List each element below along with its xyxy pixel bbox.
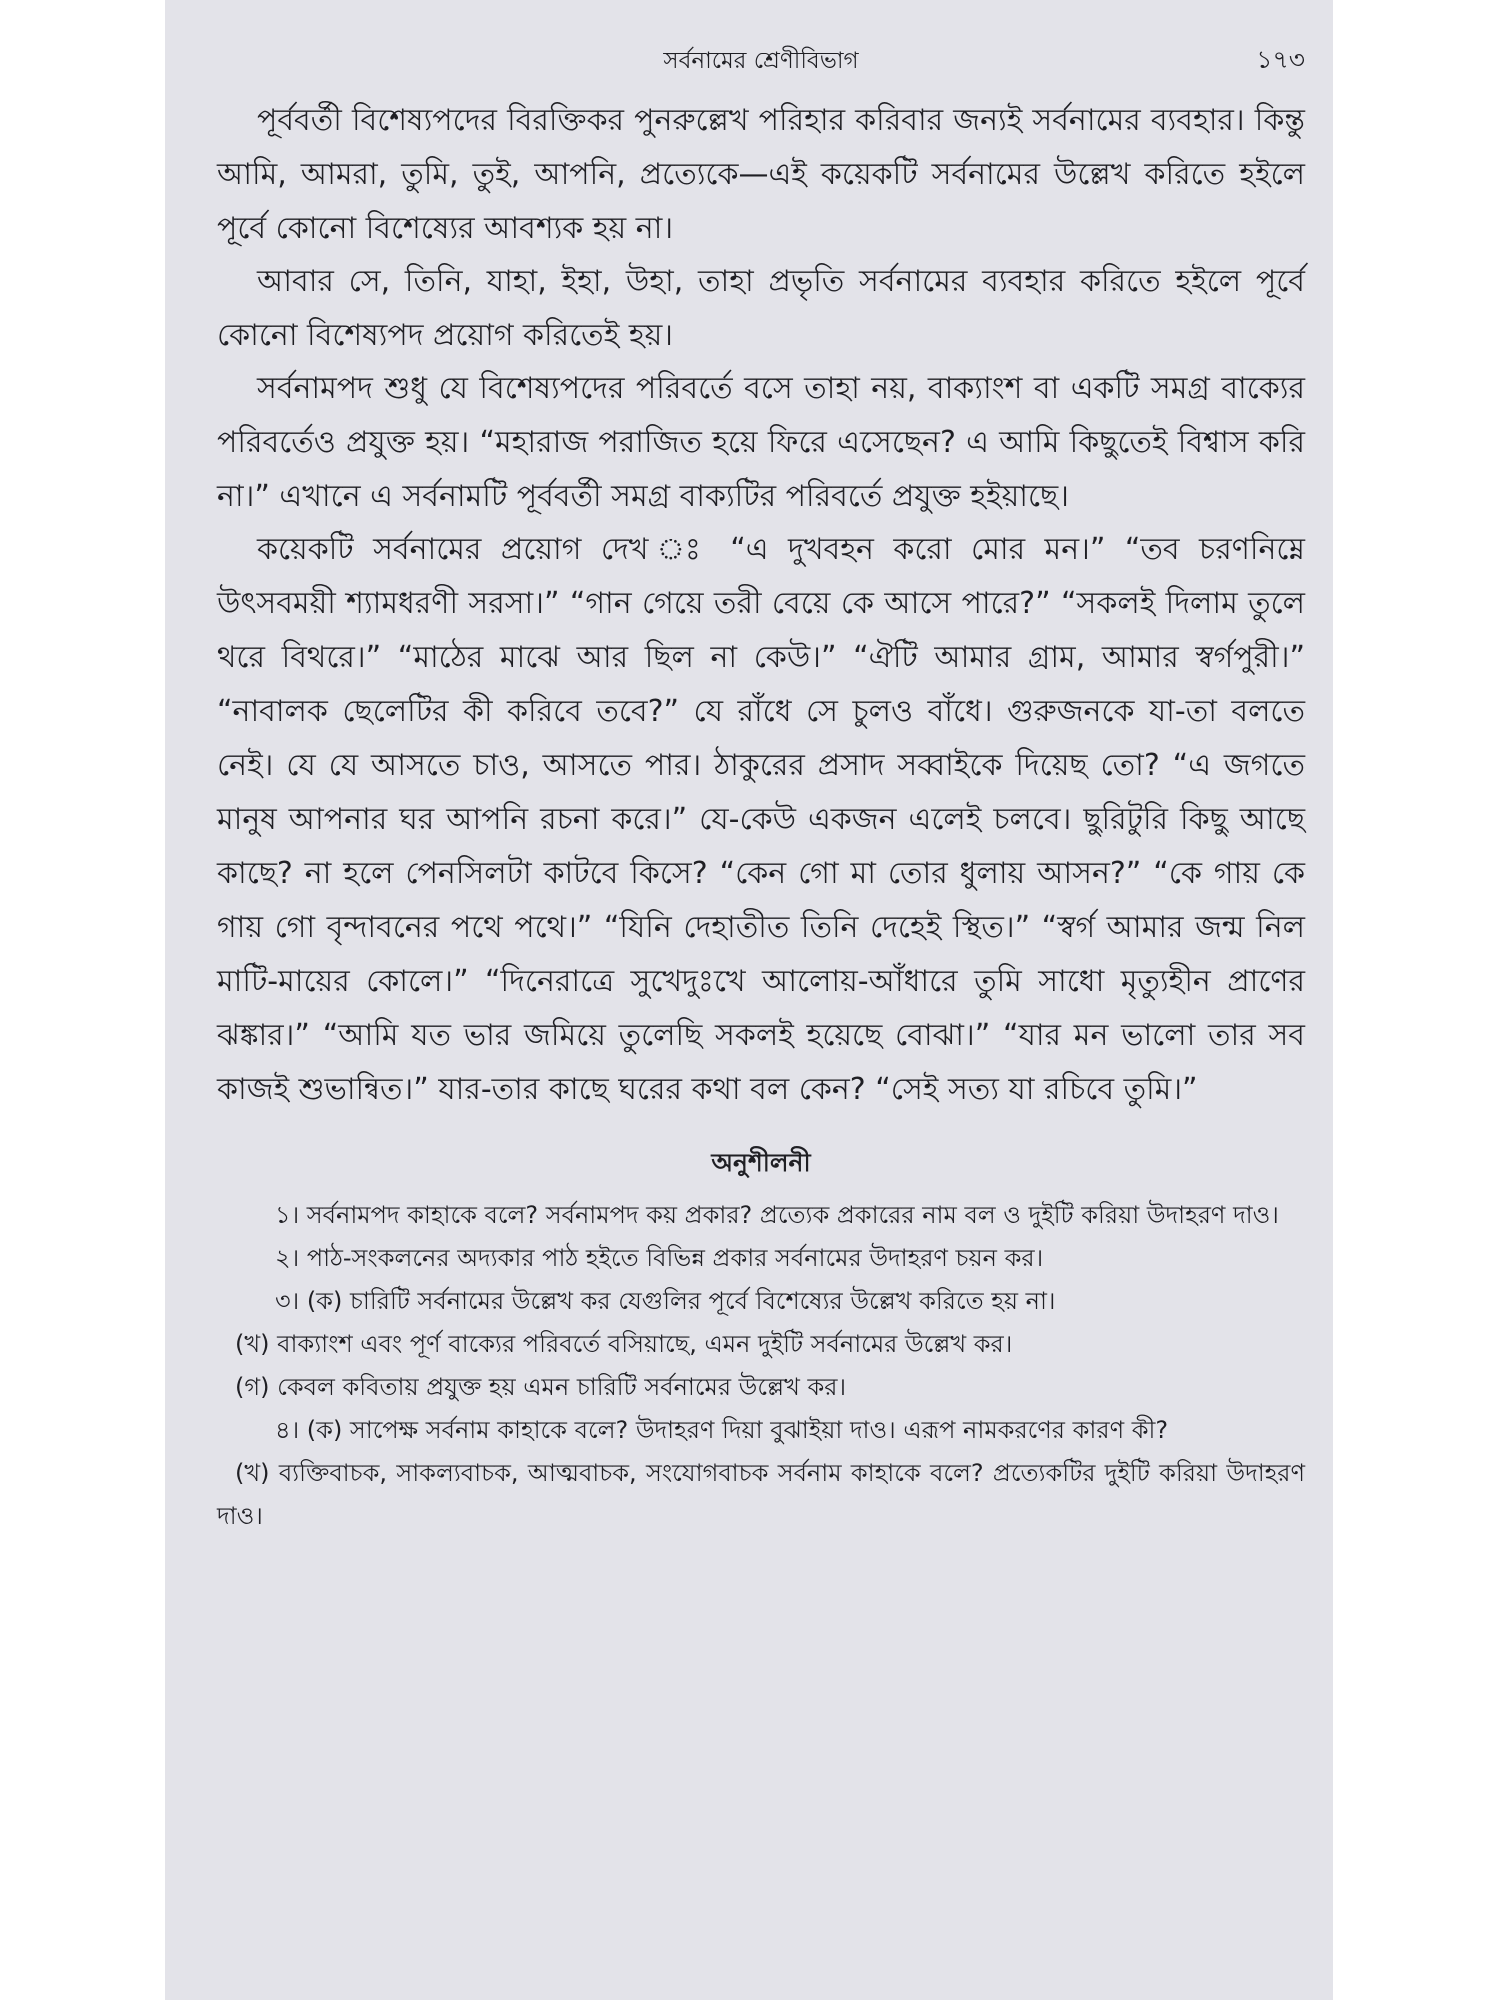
paragraph-2: আবার সে, তিনি, যাহা, ইহা, উহা, তাহা প্রভৃতি সর্বনামের ব্যবহার করিতে হইলে পূর্বে কোনো বিশেষ্যপদ প্রয়োগ করিতেই হয়। [217,264,1305,353]
exercise-item: (গ) কেবল কবিতায় প্রযুক্ত হয় এমন চারিটি সর্বনামের উল্লেখ কর। [235,1373,847,1401]
book-page [165,0,1333,2000]
exercise-item: ২। পাঠ-সংকলনের অদ্যকার পাঠ হইতে বিভিন্ন প্রকার সর্বনামের উদাহরণ চয়ন কর। [275,1244,1044,1272]
page-header [217,40,1305,80]
exercise-item: (খ) ব্যক্তিবাচক, সাকল্যবাচক, আত্মবাচক, সংযোগবাচক সর্বনাম কাহাকে বলে? প্রত্যেকটির দুইটি করিয়া উদাহরণ দাও। [217,1459,1305,1530]
paragraph-3: সর্বনামপদ শুধু যে বিশেষ্যপদের পরিবর্তে বসে তাহা নয়, বাক্যাংশ বা একটি সমগ্র বাক্যের পরিবর্তেও প্রযুক্ত হয়। “মহারাজ পরাজিত হয়ে ফিরে এসেছেন? এ আমি কিছুতেই বিশ্বাস করি না।” এখানে এ সর্বনামটি পূর্ববর্তী সমগ্র বাক্যটির পরিবর্তে প্রযুক্ত হইয়াছে। [217,371,1305,514]
exercise-item: (খ) বাক্যাংশ এবং পূর্ণ বাক্যের পরিবর্তে বসিয়াছে, এমন দুইটি সর্বনামের উল্লেখ কর। [235,1330,1013,1358]
exercise-item: ৪। (ক) সাপেক্ষ সর্বনাম কাহাকে বলে? উদাহরণ দিয়া বুঝাইয়া দাও। এরূপ নামকরণের কারণ কী? [275,1416,1169,1444]
exercise-item: ১। সর্বনামপদ কাহাকে বলে? সর্বনামপদ কয় প্রকার? প্রত্যেক প্রকারের নাম বল ও দুইটি করিয়া উদাহরণ দাও। [275,1201,1279,1229]
exercise-item: ৩। (ক) চারিটি সর্বনামের উল্লেখ কর যেগুলির পূর্বে বিশেষ্যের উল্লেখ করিতে হয় না। [275,1287,1056,1315]
running-title: সর্বনামের শ্রেণীবিভাগ [663,48,859,74]
page-number: ১৭৩ [1256,45,1305,74]
exercise-heading: অনুশীলনী [711,1148,811,1177]
paragraph-4: কয়েকটি সর্বনামের প্রয়োগ দেখ ঃ “এ দুখবহন করো মোর মন।” “তব চরণনিম্নে উৎসবময়ী শ্যামধরণী সরসা।” “গান গেয়ে তরী বেয়ে কে আসে পারে?” “সকলই দিলাম তুলে থরে বিথরে।” “মাঠের মাঝে আর ছিল না কেউ।” “ঐটি আমার গ্রাম, আমার স্বর্গপুরী।” “নাবালক ছেলেটির কী করিবে তবে?” যে রাঁধে সে চুলও বাঁধে। গুরুজনকে যা-তা বলতে নেই। যে যে আসতে চাও, আসতে পার। ঠাকুরের প্রসাদ সব্বাইকে দিয়েছ তো? “এ জগতে মানুষ আপনার ঘর আপনি রচনা করে।” যে-কেউ একজন এলেই চলবে। ছুরিটুরি কিছু আছে কাছে? না হলে পেনসিলটা কাটবে কিসে? “কেন গো মা তোর ধুলায় আসন?” “কে গায় কে গায় গো বৃন্দাবনের পথে পথে।” “যিনি দেহাতীত তিনি দেহেই স্থিত।” “স্বর্গ আমার জন্ম নিল মাটি-মায়ের কোলে।” “দিনেরাত্রে সুখেদুঃখে আলোয়-আঁধারে তুমি সাধো মৃত্যুহীন প্রাণের ঝঙ্কার।” “আমি যত ভার জমিয়ে তুলেছি সকলই হয়েছে বোঝা।” “যার মন ভালো তার সব কাজই শুভান্বিত।” যার-তার কাছে ঘরের কথা বল কেন? “সেই সত্য যা রচিবে তুমি।” [217,532,1305,1107]
exercise-list [217,1194,1305,1538]
paragraph-1: পূর্ববর্তী বিশেষ্যপদের বিরক্তিকর পুনরুল্লেখ পরিহার করিবার জন্যই সর্বনামের ব্যবহার। কিন্তু আমি, আমরা, তুমি, তুই, আপনি, প্রত্যেকে—এই কয়েকটি সর্বনামের উল্লেখ করিতে হইলে পূর্বে কোনো বিশেষ্যের আবশ্যক হয় না। [217,103,1305,246]
